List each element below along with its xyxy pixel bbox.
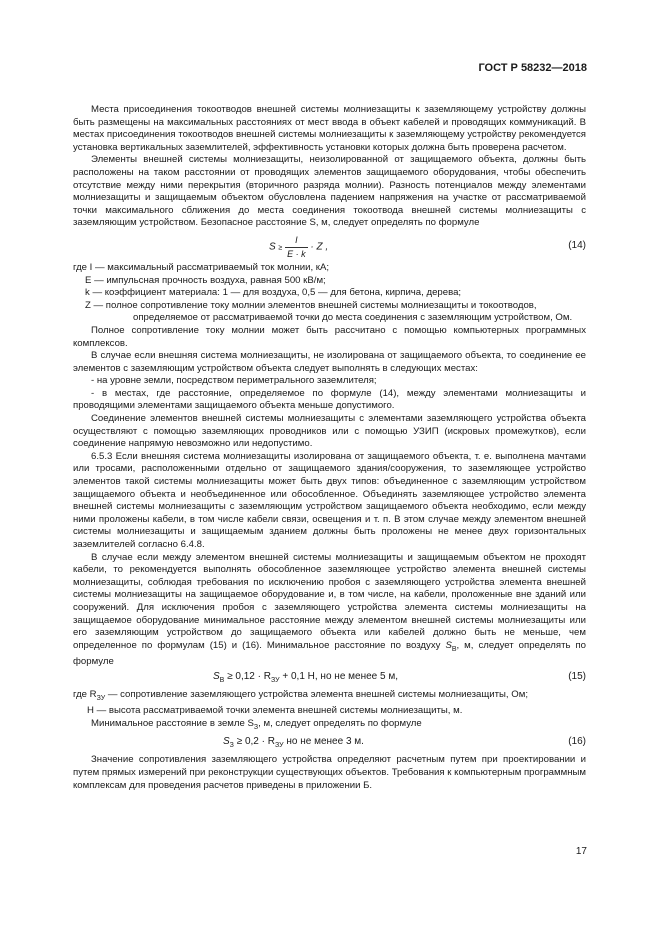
definition-H: H — высота рассматриваемой точки элемента внешней системы молниезащиты, м.: [87, 705, 463, 717]
formula-number: (14): [568, 239, 586, 251]
formula-tail: · Z ,: [310, 241, 329, 253]
symbol-subscript: З: [253, 723, 259, 731]
list-item: - на уровне земли, посредством периметрального заземлителя;: [91, 375, 377, 387]
paragraph: [73, 718, 586, 735]
formula-14-expression: [269, 234, 328, 260]
formula-lhs: S: [213, 670, 220, 682]
paragraph: В случае если внешняя система молниезащиты, не изолирована от защищаемого объекта, то соединение ее элементов с заземляющим устройством объекта следует выполнять в следующих местах:: [73, 350, 586, 374]
formula-relation: ≥: [278, 244, 283, 252]
paragraph: Места присоединения токоотводов внешней системы молниезащиты к заземляющему устройству должны быть размещены на максимальных расстояниях от мест ввода в объект кабелей и проводящих коммуникаций. В местах присоединения токоотводов внешней системы молниезащиты к заземляющему устройству рекомендуется установка вертикальных заземлителей, эффективность установки которых должна быть проверена расчетом.: [73, 104, 586, 153]
paragraph-tail: , м, следует определять по формуле: [73, 639, 587, 668]
definition-Z: Z — полное сопротивление току молнии элементов внешней системы молниезащиты и токоотводов,: [85, 299, 537, 311]
formula-15: [73, 671, 586, 687]
symbol-subscript: В: [451, 645, 457, 653]
paragraph: [73, 552, 586, 669]
symbol-s: S: [445, 639, 452, 651]
formula-r-subscript: ЗУ: [270, 676, 280, 684]
formula-16: [73, 736, 586, 752]
formula-lhs-subscript: З: [229, 742, 234, 750]
paragraph: Соединение элементов внешней системы молниезащиты с элементами заземляющего устройства объекта осуществляют с помощью заземляющих проводников или с помощью УЗИП (искровых промежутков), если соединение напрямую невозможно или недопустимо.: [73, 413, 586, 450]
paragraph: Полное сопротивление току молнии может быть рассчитано с помощью компьютерных программных комплексов.: [73, 324, 586, 349]
paragraph: 6.5.3 Если внешняя система молниезащиты изолирована от защищаемого объекта, т. е. выполнена мачтами или тросами, расположенными отдельно от защищаемого здания/сооружения, то заземляющее устройство элементов такой системы молниезащиты может быть двух типов: объединенное с заземляющим устройством защищаемого объекта и необъединенное или обособленное. Объединять заземляющее устройство элемента внешней системы молниезащиты с заземляющим устройством защищаемого объекта необходимо, если между ними проложены кабели, в том числе кабели связи, освещения и т. п. В этом случае между элементом внешней системы молниезащиты и защищаемым зданием должны быть проложены не менее двух горизонтальных заземлителей согласно 6.4.8.: [73, 450, 586, 550]
formula-tail: но не менее 3 м.: [283, 736, 364, 748]
definition-E: E — импульсная прочность воздуха, равная 500 кВ/м;: [85, 274, 326, 286]
definition-Z-continued: определяемое от рассматриваемой точки до места соединения с заземляющим устройством, Ом.: [133, 312, 573, 324]
formula-15-expression: [213, 671, 398, 688]
paragraph-text: В случае если между элементом внешней системы молниезащиты и защищаемым объектом не проходят кабели, то рекомендуется выполнять обособленное заземляющее устройство элемента внешней системы молниезащиты, соблюдая требования по исключению пробоя с заземляющего устройства элемента внешней системы молниезащиты на защищаемое оборудование и, в том числе, на кабели, проложенные вне зданий или сооружений. Для исключения пробоя с заземляющего устройства элемента системы молниезащиты на защищаемое оборудование минимальное расстояние между элементом внешней системы молниезащиты или его заземляющим устройством до защищаемого объекта или кабелей должно быть не меньше, чем определенное по формулам (15) и (16). Минимальное расстояние по воздуху: [73, 551, 586, 651]
definition-symbol: где R: [73, 688, 97, 700]
definition-R: [73, 689, 586, 706]
definition-subscript: ЗУ: [96, 694, 106, 702]
page-number: 17: [575, 846, 587, 857]
formula-number: (16): [568, 736, 586, 748]
document-body: [73, 104, 586, 792]
formula-15-definitions: [73, 689, 586, 718]
formula-lhs: S: [223, 736, 230, 748]
fraction-denominator: E · k: [287, 248, 306, 259]
formula-14-definitions: [73, 262, 586, 325]
formula-tail: + 0,1 H, но не менее 5 м,: [279, 670, 399, 682]
formula-r-subscript: ЗУ: [274, 742, 284, 750]
fraction-numerator: I: [285, 234, 308, 248]
formula-body: ≥ 0,2 · R: [233, 736, 275, 748]
formula-fraction: [285, 234, 308, 260]
definition-I: где I — максимальный рассматриваемый ток молнии, кА;: [73, 261, 330, 273]
formula-14: [73, 232, 586, 260]
definition-text: — сопротивление заземляющего устройства элемента внешней системы молниезащиты, Ом;: [105, 688, 528, 700]
paragraph-text: Минимальное расстояние в земле S: [91, 717, 254, 729]
paragraph: Значение сопротивления заземляющего устройства определяют расчетным путем при проектировании и путем прямых измерений при реконструкции существующих объектов. Требования к компьютерным программным комплексам для проведения расчетов приведены в приложении Б.: [73, 754, 586, 791]
formula-16-expression: [223, 736, 364, 753]
paragraph-tail: , м, следует определять по формуле: [258, 717, 422, 729]
document-header: ГОСТ Р 58232—2018: [478, 62, 587, 74]
formula-lhs: S: [269, 241, 276, 253]
formula-body: ≥ 0,12 · R: [224, 670, 271, 682]
formula-number: (15): [568, 670, 586, 682]
definition-k: k — коэффициент материала: 1 — для воздуха, 0,5 — для бетона, кирпича, дерева;: [85, 287, 462, 299]
list-item: - в местах, где расстояние, определяемое по формуле (14), между элементами молниезащиты и проводящими элементами защищаемого объекта меньше допустимого.: [73, 387, 586, 412]
paragraph: Элементы внешней системы молниезащиты, неизолированной от защищаемого объекта, должны быть расположены на таком расстоянии от проводящих элементов защищаемого оборудования, чтобы обеспечить отсутствие между ними перекрытия (вторичного разряда молнии). Разность потенциалов между элементами молниезащиты и защищаемым объектом обусловлена падением напряжения на участке от рассматриваемой точки максимального сближения до места соединения токоотвода внешней системы молниезащиты с заземляющим устройством. Безопасное расстояние S, м, следует определять по формуле: [73, 154, 586, 229]
formula-lhs-subscript: В: [219, 676, 225, 684]
